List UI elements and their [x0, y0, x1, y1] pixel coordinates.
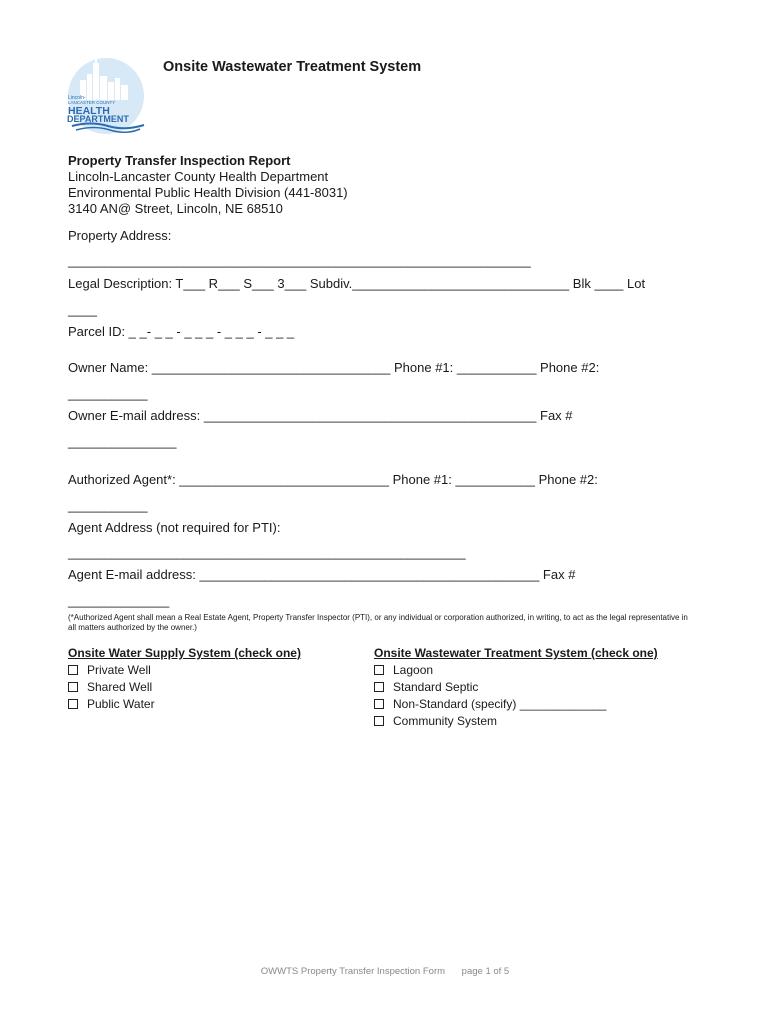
checkbox-icon[interactable]	[374, 665, 384, 675]
water-option-private-well[interactable]	[68, 661, 301, 678]
health-department-logo	[66, 58, 150, 138]
agent-address-field[interactable]: _______________________________________________________	[68, 545, 466, 560]
wastewater-option-community-system[interactable]	[374, 712, 658, 729]
agent-fax-field[interactable]: ______________	[68, 593, 170, 608]
logo-text-department: DEPARTMENT	[67, 114, 129, 124]
wastewater-option-label: Standard Septic	[393, 679, 479, 694]
document-title: Onsite Wastewater Treatment System	[163, 59, 422, 75]
owner-name-field[interactable]: Owner Name: _________________________________ Phone #1: ___________ Phone #2:	[68, 360, 600, 375]
agent-phone2-field[interactable]: ___________	[68, 498, 148, 513]
checkbox-icon[interactable]	[68, 682, 78, 692]
checkbox-icon[interactable]	[374, 699, 384, 709]
agent-address-label: Agent Address (not required for PTI):	[68, 520, 281, 535]
water-option-label: Shared Well	[87, 679, 153, 694]
property-address-field[interactable]: ________________________________________________________________	[68, 253, 531, 268]
report-title: Property Transfer Inspection Report	[68, 153, 291, 168]
water-option-label: Public Water	[87, 696, 155, 711]
water-supply-section	[68, 646, 301, 712]
agency-name: Lincoln-Lancaster County Health Department	[68, 169, 329, 184]
owner-email-field[interactable]: Owner E-mail address: ______________________________________________ Fax #	[68, 408, 573, 423]
checkbox-icon[interactable]	[374, 716, 384, 726]
legal-description-lot-field[interactable]: ____	[68, 302, 97, 317]
checkbox-icon[interactable]	[68, 699, 78, 709]
water-option-shared-well[interactable]	[68, 678, 301, 695]
page-footer	[0, 966, 770, 977]
owner-phone2-field[interactable]: ___________	[68, 386, 148, 401]
footer-page-number: page 1 of 5	[461, 966, 510, 977]
checkbox-icon[interactable]	[374, 682, 384, 692]
wastewater-heading: Onsite Wastewater Treatment System (check one)	[374, 646, 658, 660]
agent-email-field[interactable]: Agent E-mail address: _______________________________________________ Fax #	[68, 567, 576, 582]
water-supply-heading: Onsite Water Supply System (check one)	[68, 646, 301, 660]
wastewater-option-label: Lagoon	[393, 662, 434, 677]
logo-text-lincoln: Lincoln-	[68, 95, 86, 101]
legal-description-field[interactable]: Legal Description: T___ R___ S___ 3___ Subdiv.______________________________ Blk ____ Lot	[68, 276, 646, 291]
authorized-agent-note: (*Authorized Agent shall mean a Real Estate Agent, Property Transfer Inspector (PTI), or any individual or corporation authorized, in writing, to act as the legal representative in all matters authorized by the owner.)	[68, 613, 688, 632]
footer-form-name: OWWTS Property Transfer Inspection Form	[260, 966, 446, 977]
logo-text-health: HEALTH	[68, 105, 110, 117]
wastewater-option-non-standard[interactable]	[374, 695, 658, 712]
wastewater-option-label: Non-Standard (specify) _____________	[393, 696, 607, 711]
agency-street-address: 3140 AN@ Street, Lincoln, NE 68510	[68, 201, 283, 216]
authorized-agent-field[interactable]: Authorized Agent*: _____________________________ Phone #1: ___________ Phone #2:	[68, 472, 598, 487]
division-name: Environmental Public Health Division (441-8031)	[68, 185, 348, 200]
wastewater-section	[374, 646, 658, 729]
property-address-label: Property Address:	[68, 228, 172, 243]
parcel-id-field[interactable]: Parcel ID: _ _- _ _ - _ _ _ - _ _ _ - _ _ _	[68, 324, 295, 339]
wastewater-option-lagoon[interactable]	[374, 661, 658, 678]
water-option-label: Private Well	[87, 662, 151, 677]
wastewater-option-standard-septic[interactable]	[374, 678, 658, 695]
water-option-public-water[interactable]	[68, 695, 301, 712]
owner-fax-field[interactable]: _______________	[68, 434, 177, 449]
checkbox-icon[interactable]	[68, 665, 78, 675]
wastewater-option-label: Community System	[393, 713, 498, 728]
logo-text-county: LANCASTER COUNTY	[68, 100, 116, 105]
